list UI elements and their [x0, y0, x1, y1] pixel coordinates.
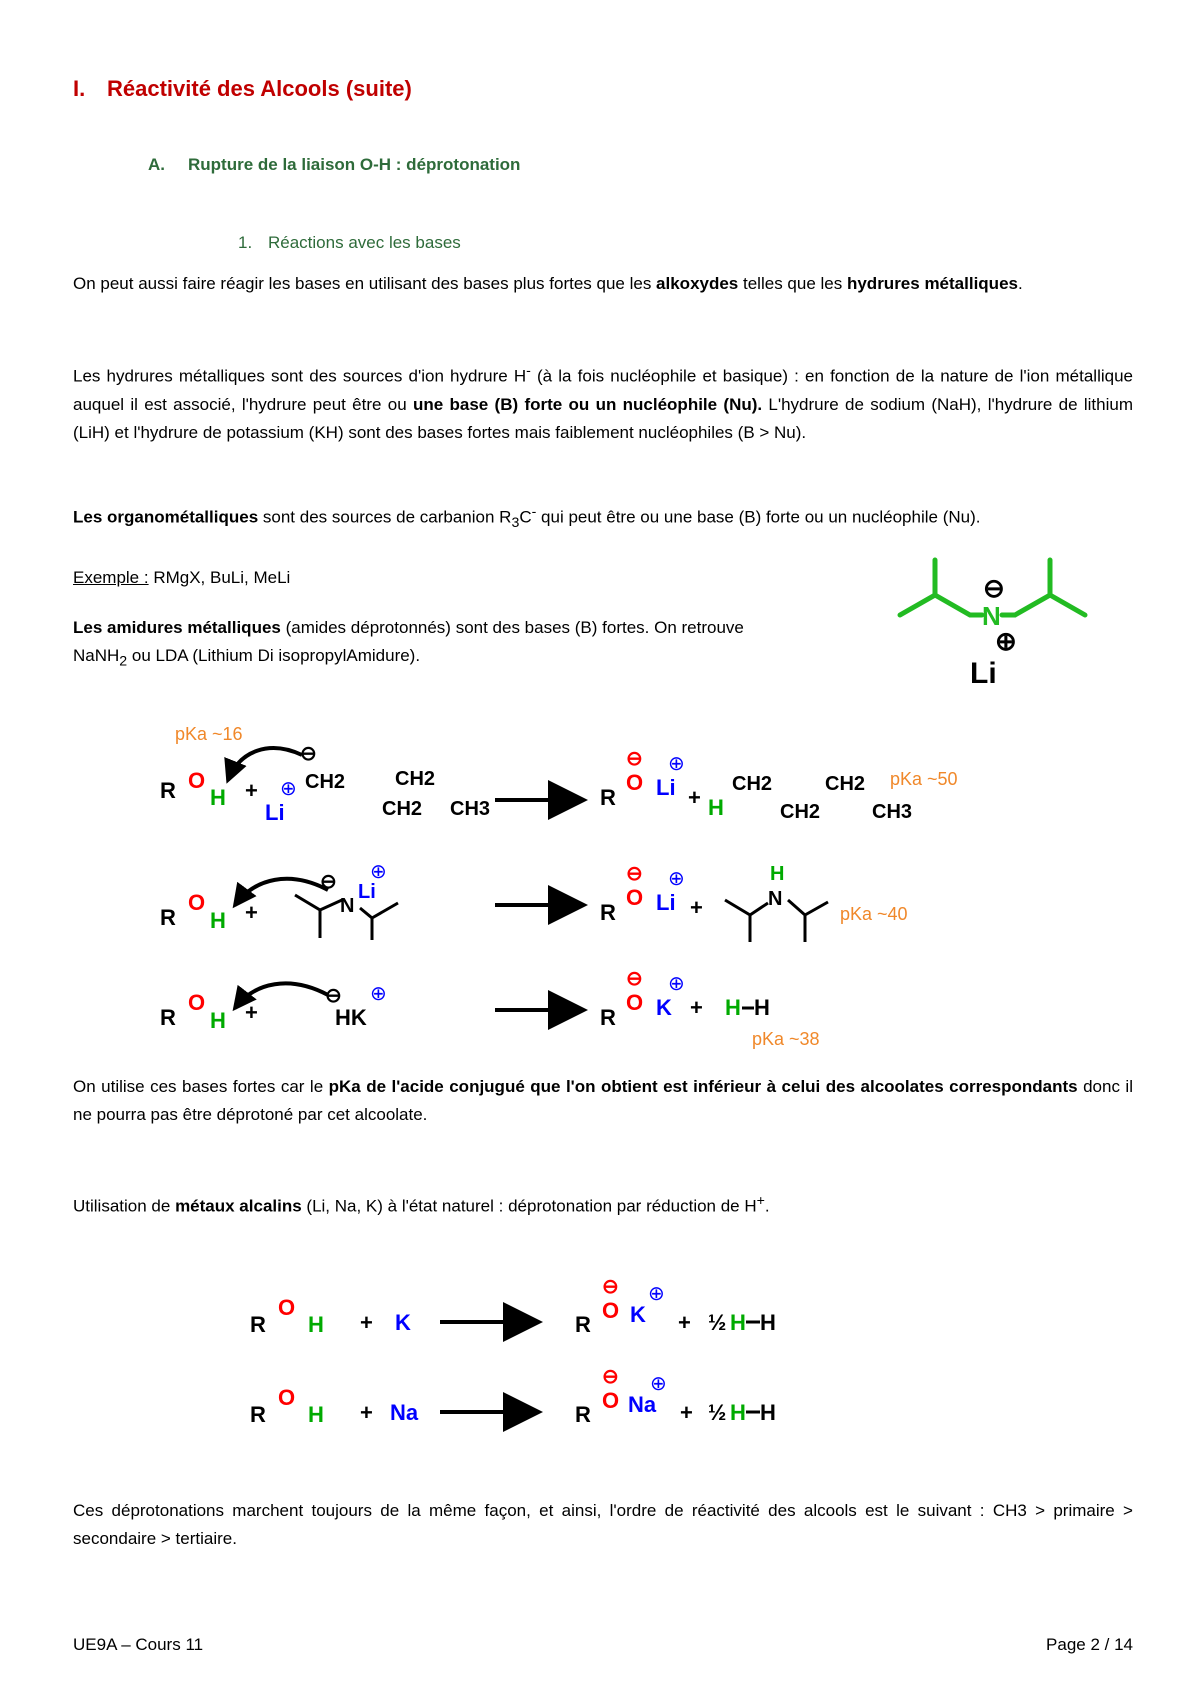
svg-text:H: H [210, 1008, 226, 1033]
heading-3: 1. Réactions avec les bases [238, 233, 461, 252]
svg-text:R: R [160, 1005, 176, 1030]
svg-text:+: + [360, 1400, 373, 1425]
svg-text:O: O [278, 1295, 296, 1320]
svg-text:R: R [600, 785, 616, 810]
heading-1: I. Réactivité des Alcools (suite) [73, 76, 412, 101]
svg-text:⊖: ⊖ [300, 743, 317, 765]
svg-text:H: H [730, 1310, 746, 1335]
svg-text:½: ½ [708, 1400, 727, 1425]
svg-text:CH2: CH2 [395, 768, 436, 790]
svg-text:Li: Li [358, 881, 376, 903]
pka40-label: pKa ~40 [840, 904, 908, 924]
svg-text:+: + [245, 900, 258, 925]
svg-text:⊖: ⊖ [325, 985, 342, 1007]
svg-text:K: K [630, 1302, 646, 1327]
svg-text:R: R [160, 905, 176, 930]
svg-text:⊖: ⊖ [602, 1276, 619, 1298]
svg-text:R: R [575, 1312, 591, 1337]
svg-text:O: O [278, 1385, 296, 1410]
svg-text:Na: Na [628, 1392, 657, 1417]
reaction-row-3 [160, 968, 820, 1049]
svg-text:H: H [760, 1400, 776, 1425]
footer-page-number: Page 2 / 14 [1046, 1635, 1133, 1654]
svg-text:H: H [770, 863, 785, 885]
svg-text:⊖: ⊖ [602, 1366, 619, 1388]
svg-text:⊖: ⊖ [626, 968, 643, 990]
svg-text:R: R [600, 1005, 616, 1030]
svg-text:+: + [245, 1000, 258, 1025]
svg-text:O: O [602, 1298, 620, 1323]
svg-text:⊕: ⊕ [668, 868, 685, 890]
svg-text:+: + [690, 995, 703, 1020]
svg-text:⊕: ⊕ [370, 861, 387, 883]
svg-text:Na: Na [390, 1400, 419, 1425]
svg-text:⊕: ⊕ [668, 753, 685, 775]
svg-text:Li: Li [656, 775, 676, 800]
alkali-row-k [250, 1276, 776, 1337]
reaction-scheme-alkali [250, 1260, 900, 1460]
svg-text:+: + [678, 1310, 691, 1335]
svg-text:CH2: CH2 [780, 801, 821, 823]
svg-text:+: + [688, 785, 701, 810]
svg-text:O: O [188, 768, 206, 793]
svg-text:K: K [395, 1310, 411, 1335]
svg-text:H: H [730, 1400, 746, 1425]
svg-text:+: + [680, 1400, 693, 1425]
svg-text:CH3: CH3 [872, 801, 913, 823]
svg-text:⊕: ⊕ [648, 1283, 665, 1305]
example-line: Exemple : RMgX, BuLi, MeLi [73, 568, 291, 587]
svg-text:H: H [210, 908, 226, 933]
svg-text:R: R [250, 1402, 266, 1427]
lda-li-label: Li [970, 657, 997, 690]
svg-text:+: + [245, 778, 258, 803]
svg-text:H: H [725, 995, 741, 1020]
svg-text:⊖: ⊖ [626, 748, 643, 770]
lda-plus-icon: ⊕ [995, 626, 1017, 656]
svg-text:CH2: CH2 [305, 771, 346, 793]
svg-text:⊖: ⊖ [320, 871, 337, 893]
svg-text:Li: Li [656, 890, 676, 915]
svg-text:½: ½ [708, 1310, 727, 1335]
pka16-label: pKa ~16 [175, 724, 243, 744]
svg-text:O: O [602, 1388, 620, 1413]
svg-text:⊕: ⊕ [370, 983, 387, 1005]
reaction-row-1 [160, 724, 958, 825]
svg-text:H: H [760, 1310, 776, 1335]
svg-text:R: R [250, 1312, 266, 1337]
svg-text:O: O [188, 990, 206, 1015]
heading-2: A. Rupture de la liaison O-H : déprotonation [148, 155, 521, 174]
alkali-row-na [250, 1366, 776, 1427]
svg-text:⊖: ⊖ [626, 863, 643, 885]
svg-text:CH2: CH2 [382, 798, 423, 820]
svg-text:H: H [308, 1402, 324, 1427]
svg-text:CH2: CH2 [825, 773, 866, 795]
reaction-row-2 [160, 861, 908, 942]
paragraph-amidures: Les amidures métalliques (amides déprotonnés) sont des bases (B) fortes. On retrouve NaNH$_2$ ou LDA (Lithium Di isopropylAmidure). [73, 618, 744, 670]
svg-text:O: O [626, 770, 644, 795]
svg-text:R: R [600, 900, 616, 925]
svg-text:+: + [690, 895, 703, 920]
svg-text:⊕: ⊕ [650, 1373, 667, 1395]
svg-text:CH2: CH2 [732, 773, 773, 795]
svg-text:H: H [308, 1312, 324, 1337]
paragraph-pka: On utilise ces bases fortes car le pKa de l'acide conjugué que l'on obtient est inférieur à celui des alcoolates correspondants donc il ne pourra pas être déprotoné par cet alcoolate. [73, 1077, 1133, 1124]
svg-text:+: + [360, 1310, 373, 1335]
paragraph-ordre-reactivite: Ces déprotonations marchent toujours de la même façon, et ainsi, l'ordre de réactivité des alcools est le suivant : CH3 > primaire > secondaire > tertiaire. [73, 1501, 1133, 1548]
svg-text:CH3: CH3 [450, 798, 491, 820]
svg-text:O: O [626, 885, 644, 910]
svg-text:O: O [188, 890, 206, 915]
lda-structure [890, 535, 1090, 690]
svg-text:HK: HK [335, 1005, 367, 1030]
svg-text:K: K [656, 995, 672, 1020]
footer-course: UE9A – Cours 11 [73, 1635, 204, 1654]
svg-text:N: N [768, 888, 783, 910]
lda-minus-icon: ⊖ [983, 573, 1005, 603]
svg-text:⊕: ⊕ [280, 778, 297, 800]
svg-text:R: R [160, 778, 176, 803]
svg-text:O: O [626, 990, 644, 1015]
svg-text:R: R [575, 1402, 591, 1427]
svg-text:Li: Li [265, 800, 285, 825]
pka50-label: pKa ~50 [890, 769, 958, 789]
reaction-scheme-bases [160, 720, 1060, 1050]
paragraph-organometalliques: Les organométalliques sont des sources de carbanion $R_3C^-$ qui peut être ou une base (B) forte ou un nucléophile (Nu). [73, 504, 981, 532]
svg-text:H: H [754, 995, 770, 1020]
paragraph-metaux-alcalins: Utilisation de métaux alcalins (Li, Na, K) à l'état naturel : déprotonation par réduction de H+. [73, 1193, 770, 1216]
pka38-label: pKa ~38 [752, 1029, 820, 1049]
svg-text:N: N [340, 895, 355, 917]
lda-n-label: N [982, 601, 1001, 631]
svg-text:⊕: ⊕ [668, 973, 685, 995]
paragraph-hydrures-metalliques: Les hydrures métalliques sont des sources d'ion hydrure H- (à la fois nucléophile et basique) : en fonction de la nature de l'ion métallique auquel il est associé, l'hydrure peut être ou une base (B) forte ou un nucléophile (Nu). L'hydrure de sodium (NaH), l'hydrure de lithium (LiH) et l'hydrure de potassium (KH) sont des bases fortes mais faiblement nucléophiles (B > Nu). [73, 363, 1133, 442]
svg-text:H: H [708, 795, 724, 820]
svg-text:H: H [210, 785, 226, 810]
paragraph-hydrures: On peut aussi faire réagir les bases en utilisant des bases plus fortes que les alkoxydes telles que les hydrures métalliques. [73, 274, 1023, 293]
